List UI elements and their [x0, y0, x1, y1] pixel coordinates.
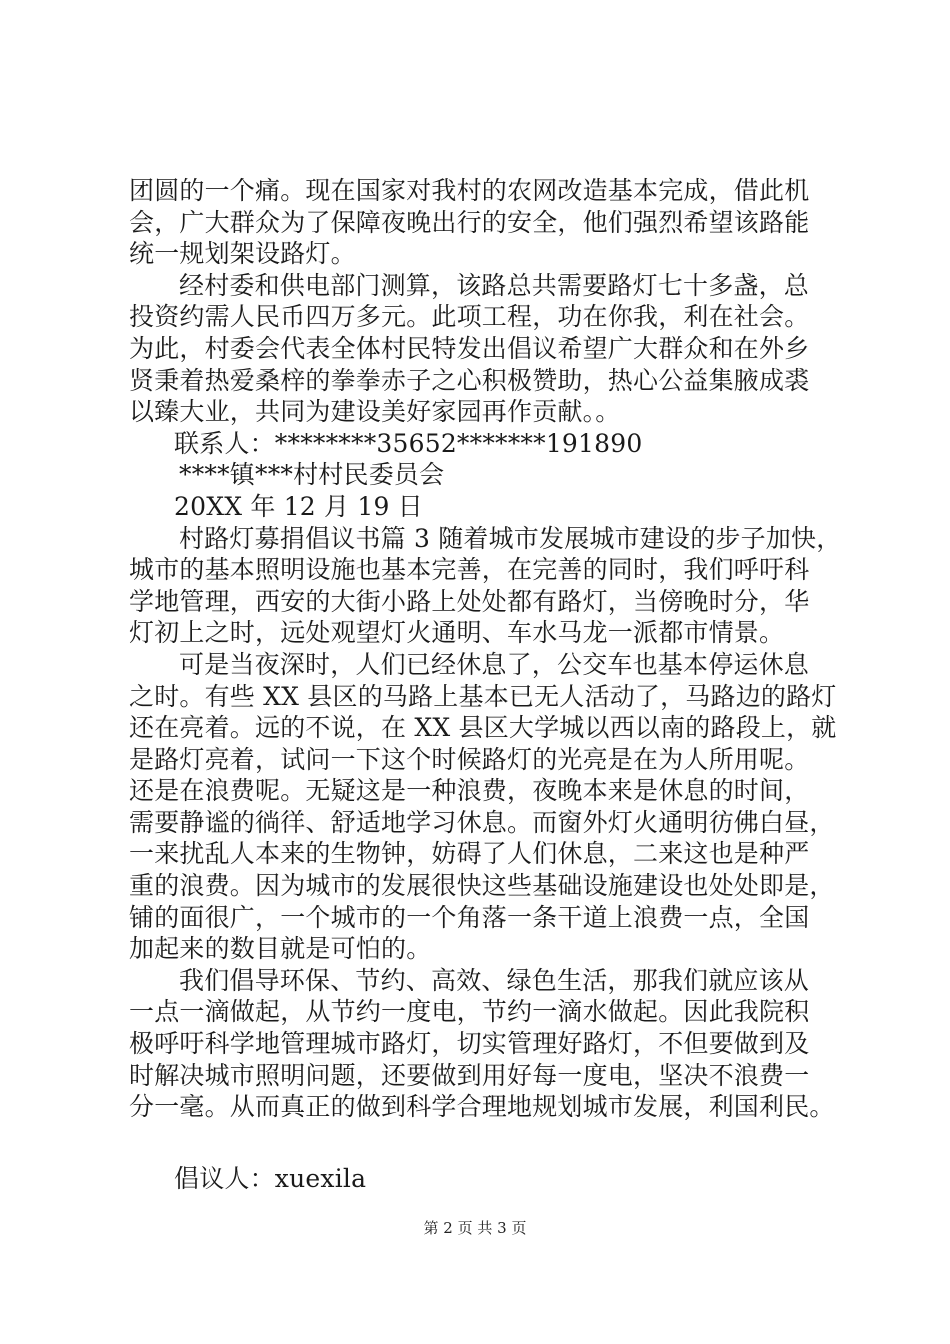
text-line: 城市的基本照明设施也基本完善，在完善的同时，我们呼吁科 [129, 555, 810, 585]
text-line: 还在亮着。远的不说，在 XX 县区大学城以西以南的路段上，就 [129, 713, 837, 743]
text-line: 需要静谧的徜徉、舒适地学习休息。而窗外灯火通明彷佛白昼， [129, 807, 835, 837]
date-line: 20XX 年 12 月 19 日 [174, 491, 423, 521]
paragraph-start-line: 经村委和供电部门测算，该路总共需要路灯七十多盏，总 [179, 270, 810, 300]
text-line: 统一规划架设路灯。 [129, 239, 356, 269]
text-line: 会，广大群众为了保障夜晚出行的安全，他们强烈希望该路能 [129, 207, 810, 237]
text-line: 贤秉着热爱桑梓的拳拳赤子之心积极赞助，热心公益集腋成裘 [129, 365, 810, 395]
text-line: 加起来的数目就是可怕的。 [129, 934, 432, 964]
text-line: 铺的面很广，一个城市的一个角落一条干道上浪费一点，全国 [129, 902, 810, 932]
text-line: 还是在浪费呢。无疑这是一种浪费，夜晚本来是休息的时间， [129, 776, 810, 806]
text-line: 之时。有些 XX 县区的马路上基本已无人活动了，马路边的路灯 [129, 681, 837, 711]
text-line: 灯初上之时，远处观望灯火通明、车水马龙一派都市情景。 [129, 618, 785, 648]
document-body [129, 175, 869, 1194]
text-line: 分一毫。从而真正的做到科学合理地规划城市发展，利国利民。 [129, 1092, 835, 1122]
committee-name-line: ****镇***村村民委员会 [179, 460, 445, 490]
text-line: 团圆的一个痛。现在国家对我村的农网改造基本完成，借此机 [129, 176, 810, 205]
contact-line: 联系人：********35652*******191890 [174, 428, 643, 458]
paragraph-start-line: 我们倡导环保、节约、高效、绿色生活，那我们就应该从 [179, 965, 810, 995]
text-line: 学地管理，西安的大街小路上处处都有路灯，当傍晚时分，华 [129, 586, 810, 616]
paragraph-gap [129, 1123, 869, 1163]
signature-line: 倡议人：xuexila [174, 1163, 367, 1193]
page-footer [0, 1217, 950, 1238]
text-line: 以臻大业，共同为建设美好家园再作贡献。。 [129, 397, 621, 427]
text-line: 重的浪费。因为城市的发展很快这些基础设施建设也处处即是， [129, 871, 835, 901]
text-line: 一来扰乱人本来的生物钟，妨碍了人们休息，二来这也是种严 [129, 839, 810, 869]
page-number: 第 2 页 共 3 页 [423, 1219, 527, 1237]
text-line: 时解决城市照明问题，还要做到用好每一度电，坚决不浪费一 [129, 1060, 810, 1090]
text-line: 极呼吁科学地管理城市路灯，切实管理好路灯，不但要做到及 [129, 1029, 810, 1059]
text-line: 投资约需人民币四万多元。此项工程，功在你我，利在社会。 [129, 302, 810, 332]
text-line: 是路灯亮着，试问一下这个时候路灯的光亮是在为人所用呢。 [129, 744, 810, 774]
paragraph-start-line: 村路灯募捐倡议书篇 3 随着城市发展城市建设的步子加快， [179, 523, 842, 553]
paragraph-start-line: 可是当夜深时，人们已经休息了，公交车也基本停运休息 [179, 649, 810, 679]
text-line: 为此，村委会代表全体村民特发出倡议希望广大群众和在外乡 [129, 333, 810, 363]
text-line: 一点一滴做起，从节约一度电，节约一滴水做起。因此我院积 [129, 997, 810, 1027]
